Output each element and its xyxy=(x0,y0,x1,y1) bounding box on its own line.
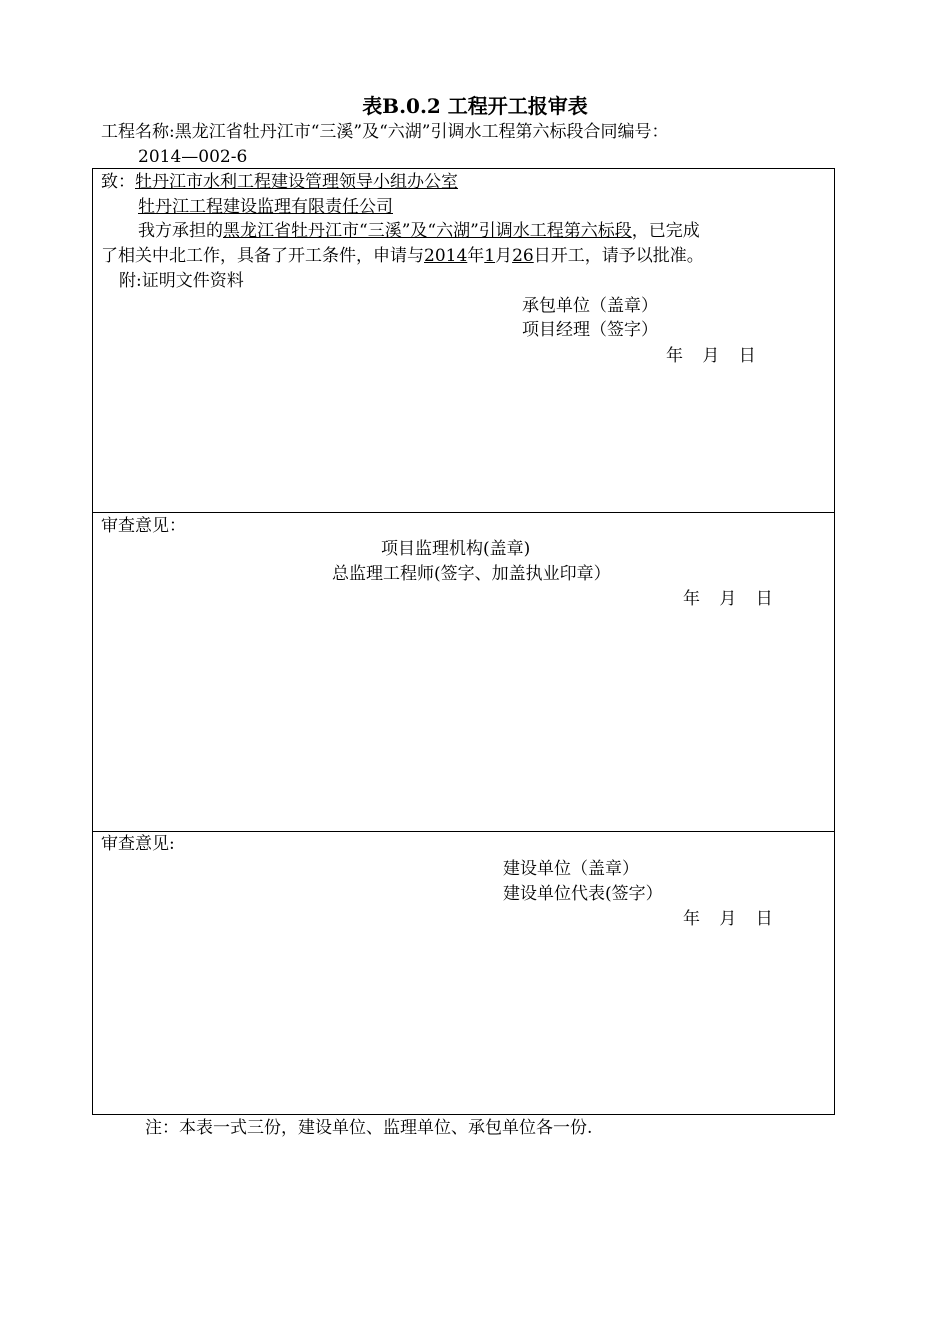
project-name: 黑龙江省牡丹江市“三溪”及“六湖”引调水工程第六标段 xyxy=(174,122,584,142)
owner-review-label: 审查意见: xyxy=(101,834,175,854)
owner-representative-sign: 建设单位代表(签字） xyxy=(503,884,663,904)
month-unit: 月 xyxy=(495,246,513,266)
contract-label: 合同编号： xyxy=(583,122,669,142)
body-project: 黑龙江省牡丹江市“三溪”及“六湖”引调水工程第六标段 xyxy=(223,221,632,241)
body-line-2 xyxy=(101,244,704,268)
project-line xyxy=(101,120,669,144)
recipient-2: 牡丹江工程建设监理有限责任公司 xyxy=(138,197,393,217)
attachment: 附:证明文件资料 xyxy=(119,271,244,291)
start-day: 26 xyxy=(512,246,534,266)
body-line2-prefix: 了相关中北工作，具备了开工条件，申请与 xyxy=(101,246,424,266)
contract-number: 2014—002-6 xyxy=(138,147,248,167)
project-manager-sign: 项目经理（签字） xyxy=(522,320,658,340)
body-line-1 xyxy=(138,219,700,243)
footnote: 注：本表一式三份，建设单位、监理单位、承包单位各一份. xyxy=(145,1118,593,1138)
to-label: 致： xyxy=(101,172,135,192)
body-mid: ，已完成 xyxy=(631,221,700,241)
chief-supervisor-sign: 总监理工程师(签字、加盖执业印章） xyxy=(332,564,611,584)
date-3: 年 月 日 xyxy=(683,909,773,929)
year-unit: 年 xyxy=(467,246,485,266)
start-month: 1 xyxy=(484,246,496,266)
page-title: 表B.0.2 工程开工报审表 xyxy=(362,94,588,118)
recipient-line-1 xyxy=(101,170,458,194)
owner-seal: 建设单位（盖章） xyxy=(503,859,639,879)
project-name-label: 工程名称: xyxy=(101,122,175,142)
day-suffix: 日开工，请予以批准。 xyxy=(533,246,704,266)
date-1: 年 月 日 xyxy=(666,346,756,366)
date-2: 年 月 日 xyxy=(683,589,773,609)
contractor-seal: 承包单位（盖章） xyxy=(522,296,658,316)
supervisor-review-label: 审查意见： xyxy=(101,516,186,536)
start-year: 2014 xyxy=(424,246,468,266)
section-owner-review xyxy=(92,831,835,1115)
supervisor-seal: 项目监理机构(盖章) xyxy=(381,539,531,559)
body-prefix: 我方承担的 xyxy=(138,221,223,241)
recipient-1: 牡丹江市水利工程建设管理领导小组办公室 xyxy=(135,172,458,192)
